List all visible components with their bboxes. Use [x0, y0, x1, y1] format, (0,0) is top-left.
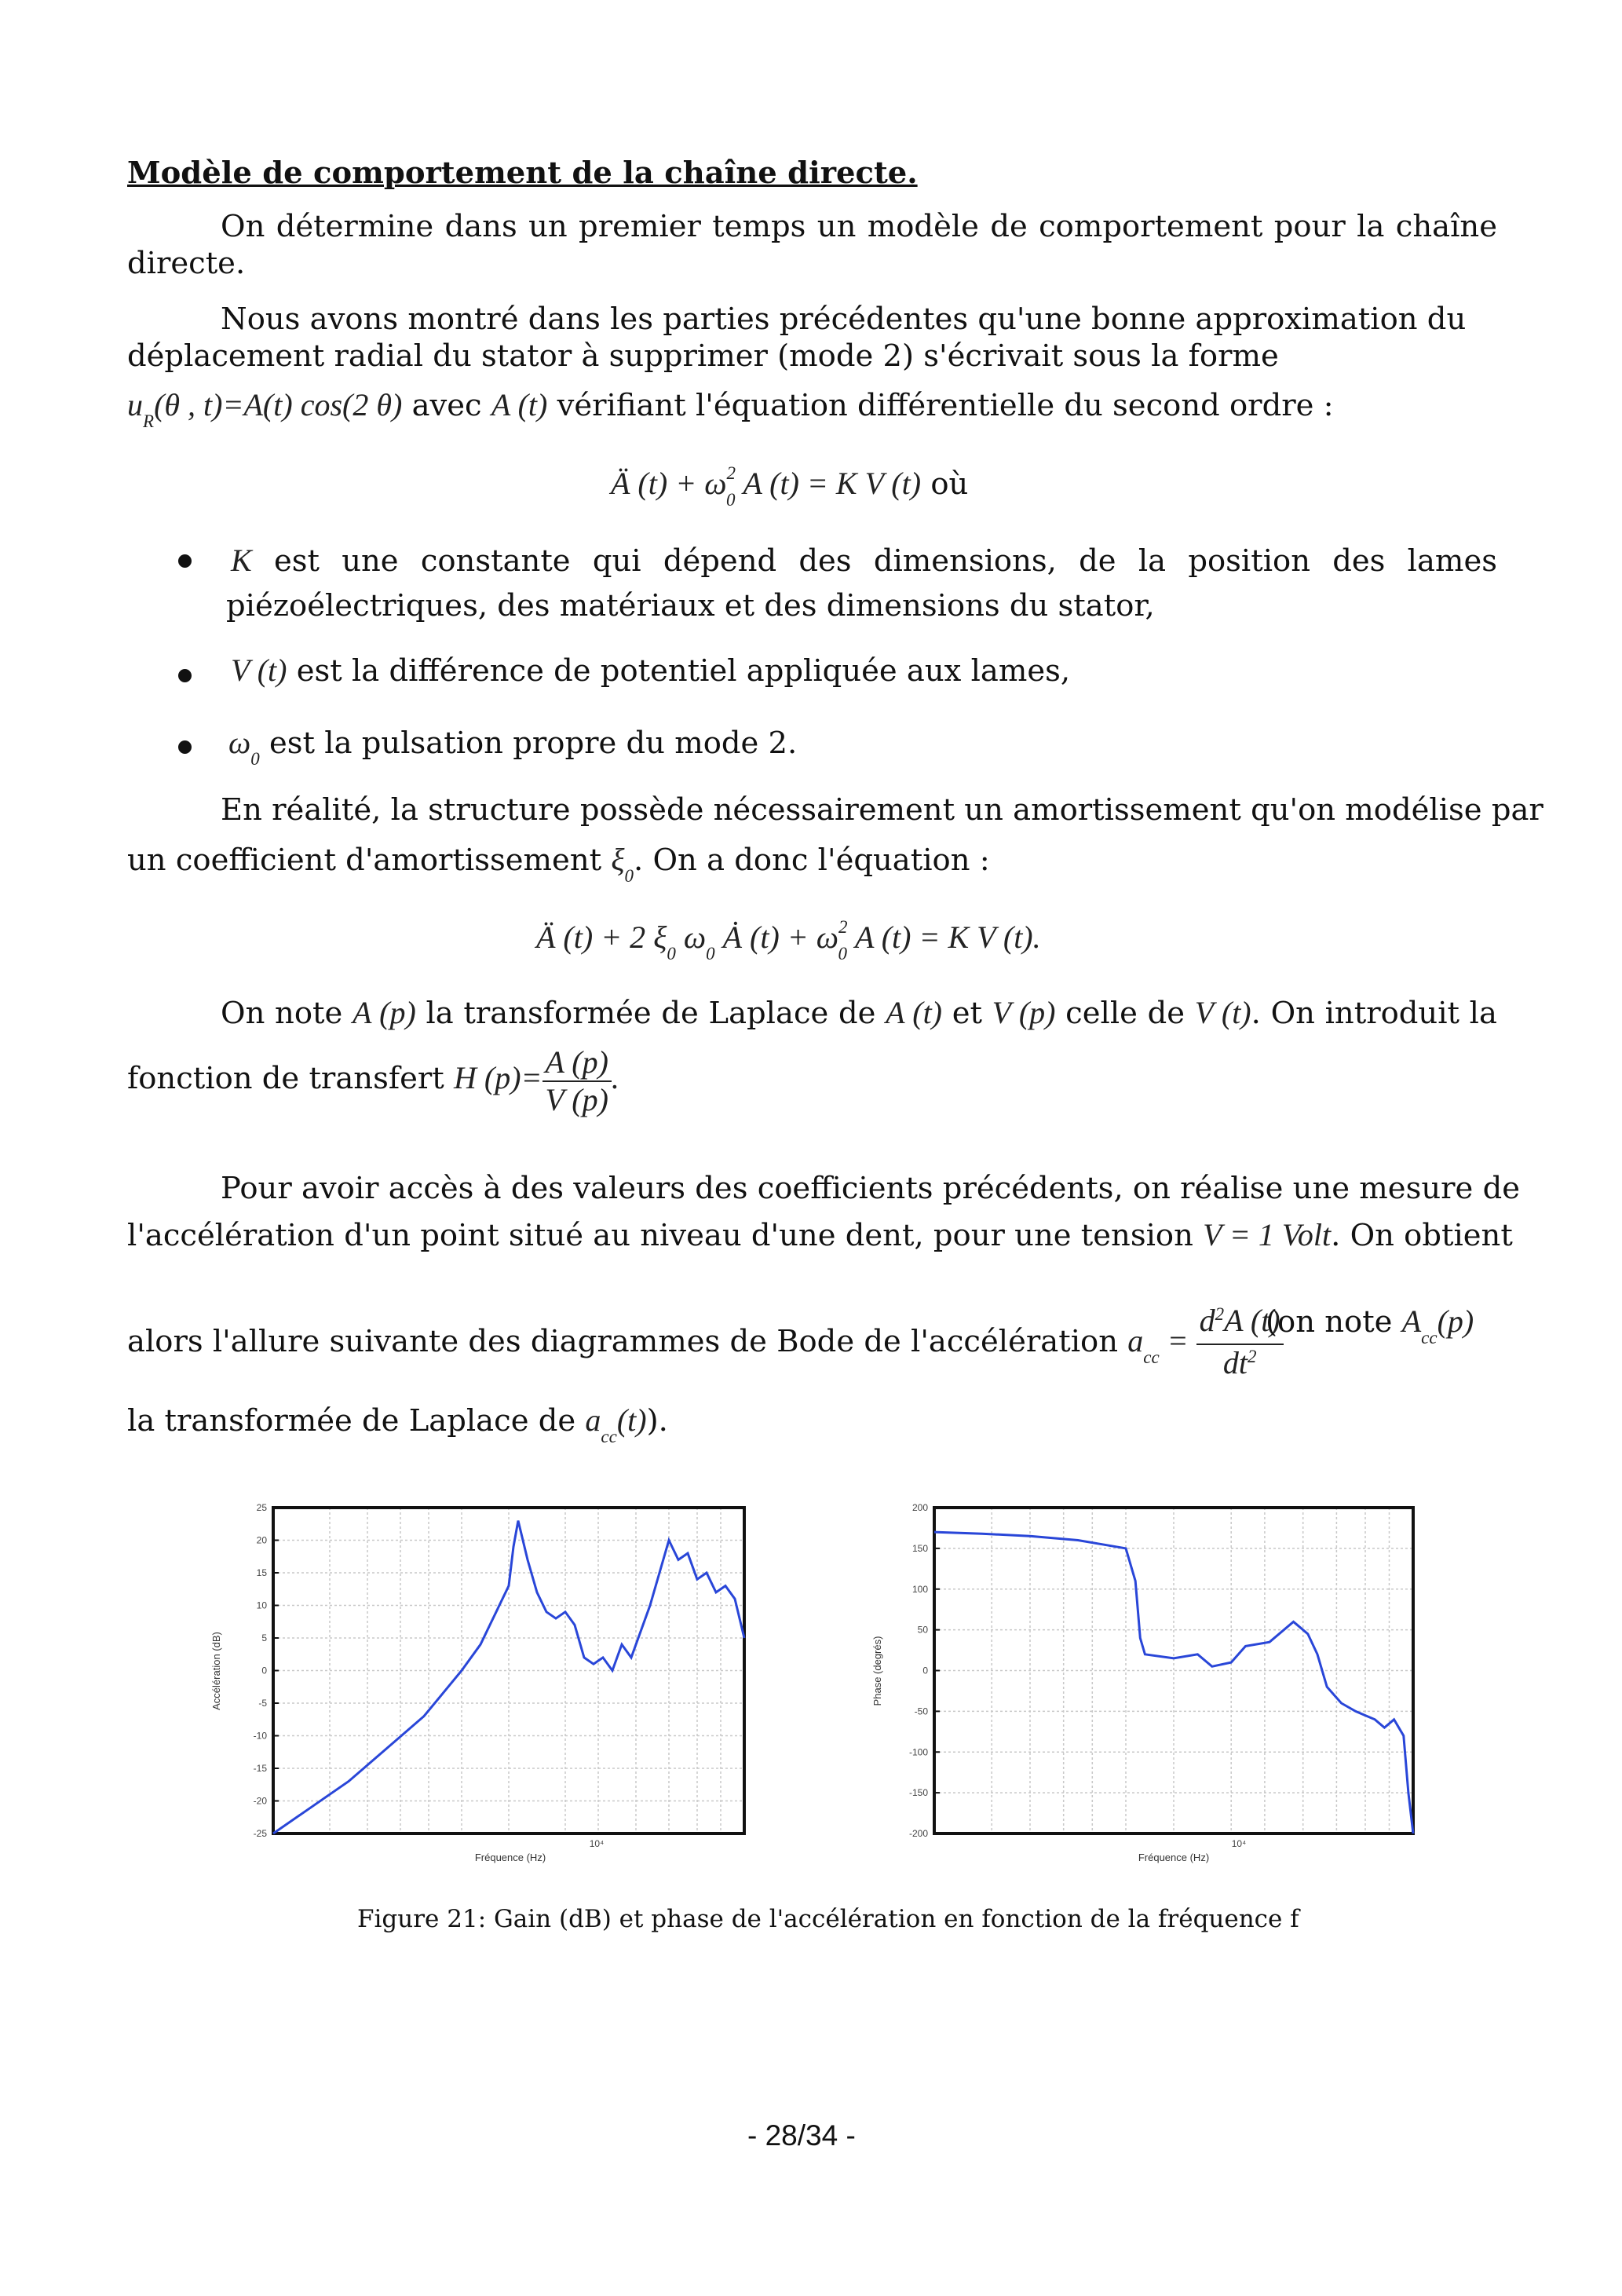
- y-tick-label: -25: [253, 1828, 267, 1839]
- bullet-1-line-2: piézoélectriques, des matériaux et des dimensions du stator,: [226, 588, 1155, 623]
- equation-1: [611, 463, 969, 510]
- paragraph-5-line-4: la transformée de Laplace de $a_{cc}(t)$).: [127, 1402, 668, 1446]
- eq1-suffix: où: [930, 466, 969, 502]
- symbol-omega0: $\omega_0$: [228, 725, 260, 769]
- bullet-dot-3: [178, 740, 192, 754]
- y-tick-label: -5: [258, 1698, 267, 1709]
- paragraph-2-line-2: déplacement radial du stator à supprimer (mode 2) s'écrivait sous la forme: [127, 338, 1279, 374]
- phase-ylabel: Phase (degrés): [871, 1636, 883, 1706]
- paragraph-2-line-1: Nous avons montré dans les parties précédentes qu'une bonne approximation du: [221, 302, 1467, 337]
- gain-chart: [204, 1492, 754, 1885]
- paragraph-2-line-3: [127, 386, 1334, 429]
- formula-A: A (t): [491, 387, 548, 422]
- paragraph-5-line-3: alors l'allure suivante des diagrammes de Bode de l'accélération $a_{cc}$ = $\frac{d^2A (t)}{dt^2}$: [127, 1303, 1284, 1386]
- bullet-dot-2: [178, 669, 192, 682]
- symbol-K: K: [231, 543, 252, 578]
- eq2-formula: Ä (t) + 2 $\xi_0$ $\omega_0$ Ȧ $(t) + \omega^2_0$ A (t) = K V (t).: [536, 917, 1041, 963]
- y-tick-label: 0: [922, 1665, 928, 1676]
- y-tick-label: -15: [253, 1763, 267, 1774]
- y-tick-label: 150: [911, 1542, 928, 1554]
- y-tick-label: -50: [914, 1706, 928, 1717]
- phase-x-tick-label: 10⁴: [1231, 1838, 1247, 1849]
- y-tick-label: -20: [253, 1795, 267, 1807]
- formula-uR: $u_R(\theta$ , t)=A(t) cos(2 θ): [127, 387, 403, 431]
- y-tick-label: 15: [256, 1567, 267, 1578]
- y-tick-label: 20: [256, 1534, 267, 1546]
- paragraph-4-line-2: fonction de transfert H (p)= $\frac{A (p)}{V (p)}$ .: [127, 1044, 619, 1117]
- y-tick-label: 25: [256, 1502, 267, 1513]
- paragraph-5-line-1: Pour avoir accès à des valeurs des coefficients précédents, on réalise une mesure de: [221, 1171, 1520, 1206]
- gain-y-ticks: [254, 1502, 279, 1839]
- y-tick-label: 50: [917, 1624, 928, 1636]
- phase-chart: [864, 1492, 1429, 1885]
- text-avec: avec: [411, 388, 482, 423]
- gain-x-tick-label: 10⁴: [589, 1838, 605, 1849]
- bullet-2: V (t) est la différence de potentiel appliquée aux lames,: [231, 653, 1071, 689]
- bullet-dot-1: [178, 554, 192, 568]
- y-tick-label: 0: [261, 1665, 267, 1676]
- gain-ylabel: Accélération (dB): [210, 1632, 222, 1710]
- y-tick-label: 10: [256, 1600, 267, 1611]
- text-verifiant: vérifiant l'équation différentielle du second ordre :: [557, 388, 1334, 423]
- section-heading: Modèle de comportement de la chaîne directe.: [127, 155, 918, 191]
- y-tick-label: -150: [908, 1787, 928, 1799]
- paragraph-3-line-2: un coefficient d'amortissement $\xi_0$. On a donc l'équation :: [127, 842, 990, 886]
- paragraph-1-line-2: directe.: [127, 246, 246, 281]
- bullet-1-line-1: K est une constante qui dépend des dimensions, de la position des lames: [231, 543, 1497, 579]
- formula-acc: $a_{cc}$ = $\frac{d^2A (t)}{dt^2}$: [1127, 1323, 1283, 1358]
- paragraph-1-line-1: On détermine dans un premier temps un modèle de comportement pour la chaîne: [221, 209, 1497, 244]
- phase-xlabel: Fréquence (Hz): [1138, 1852, 1210, 1863]
- paragraph-4-line-1: On note A (p) la transformée de Laplace de A (t) et V (p) celle de V (t). On introduit la: [221, 995, 1497, 1031]
- y-tick-label: -100: [908, 1746, 928, 1758]
- y-tick-label: -10: [253, 1730, 267, 1742]
- equation-2: [536, 919, 1041, 961]
- transfer-function: H (p)= $\frac{A (p)}{V (p)}$ .: [454, 1044, 619, 1117]
- page-number: - 28/34 -: [747, 2119, 856, 2152]
- bullet-3: $\omega_0$ est la pulsation propre du mode 2.: [228, 725, 798, 769]
- paragraph-3-line-1: En réalité, la structure possède nécessairement un amortissement qu'on modélise par: [221, 792, 1543, 828]
- symbol-xi0: $\xi_0$: [611, 842, 634, 886]
- phase-grid: [934, 1508, 1413, 1834]
- eq1-formula: Ä $(t) + \omega^2_0$ A (t) = K V (t): [611, 463, 922, 510]
- paragraph-5-line-2: l'accélération d'un point situé au niveau d'une dent, pour une tension V = 1 Volt. On obtient: [127, 1217, 1513, 1253]
- gain-xlabel: Fréquence (Hz): [474, 1852, 546, 1863]
- y-tick-label: 100: [911, 1583, 928, 1595]
- y-tick-label: -200: [908, 1828, 928, 1839]
- symbol-V: V (t): [231, 653, 287, 688]
- y-tick-label: 5: [261, 1632, 267, 1643]
- paragraph-5-line-3-end: (on note $A_{cc}(p)$: [1266, 1303, 1474, 1347]
- figure-caption: Figure 21: Gain (dB) et phase de l'accélération en fonction de la fréquence f: [357, 1905, 1299, 1933]
- y-tick-label: 200: [911, 1502, 928, 1513]
